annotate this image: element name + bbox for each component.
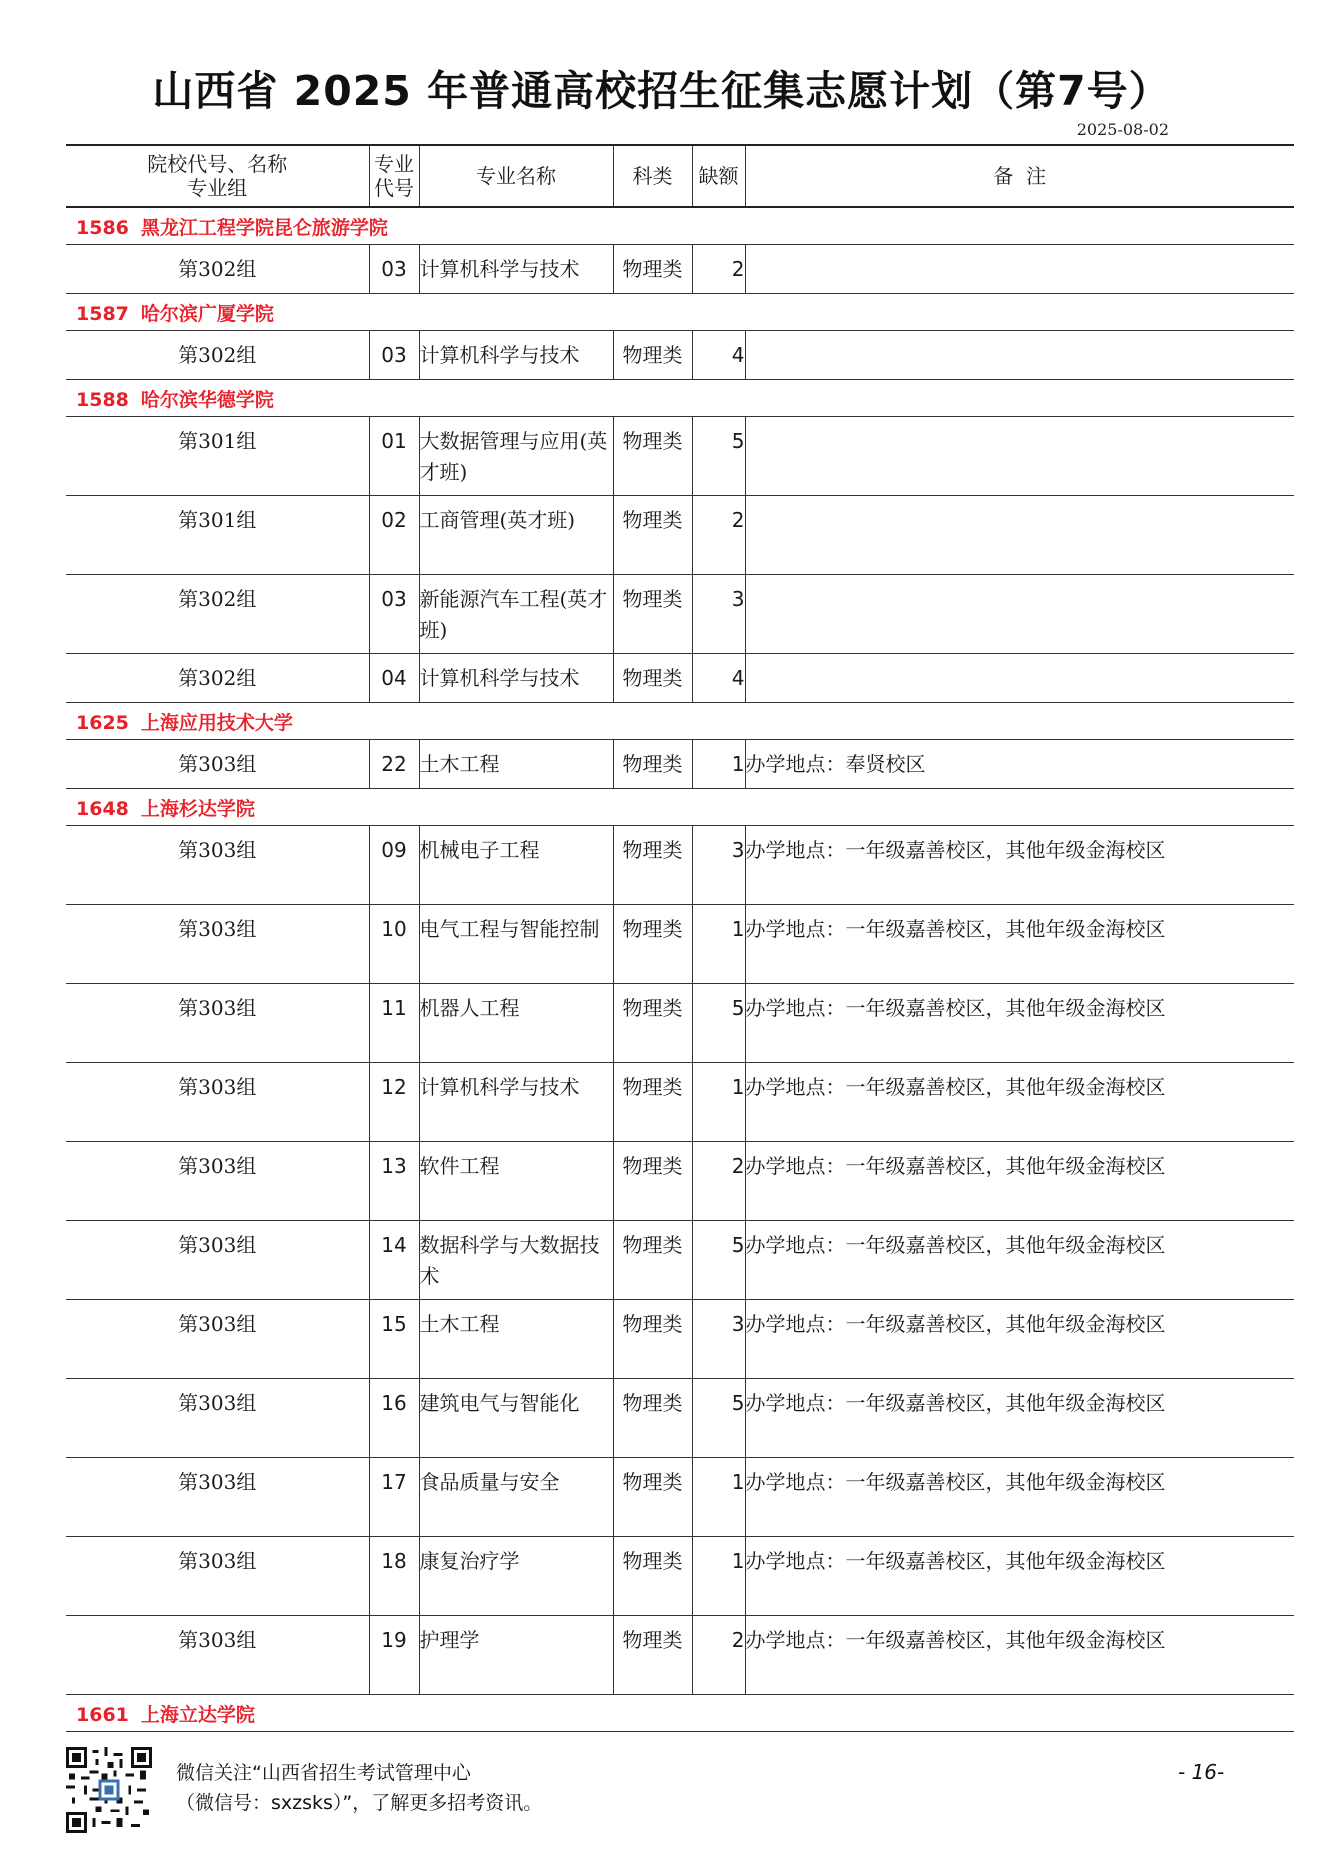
category-cell: 物理类 [613,1458,692,1537]
table-row [66,331,1294,380]
table-row [66,1221,1294,1300]
category-cell: 物理类 [613,245,692,294]
major-name-cell: 软件工程 [419,1142,613,1221]
major-code-cell: 02 [369,496,419,575]
category-cell: 物理类 [613,984,692,1063]
group-cell: 第302组 [66,575,369,654]
category-cell: 物理类 [613,1221,692,1300]
footer-line-1: 微信关注“山西省招生考试管理中心 [176,1762,471,1784]
plan-table [66,144,1294,1732]
group-cell: 第302组 [66,331,369,380]
major-name-cell: 数据科学与大数据技术 [419,1221,613,1300]
major-code-cell: 12 [369,1063,419,1142]
qr-code-icon [66,1747,152,1833]
table-header [66,145,1294,207]
major-name-cell: 食品质量与安全 [419,1458,613,1537]
category-cell: 物理类 [613,417,692,496]
quota-cell: 5 [692,417,745,496]
note-cell: 办学地点：一年级嘉善校区，其他年级金海校区 [745,984,1294,1063]
category-cell: 物理类 [613,496,692,575]
note-cell: 办学地点：一年级嘉善校区，其他年级金海校区 [745,1063,1294,1142]
quota-cell: 1 [692,1063,745,1142]
school-code: 1661 [76,1703,129,1726]
table-row [66,575,1294,654]
group-cell: 第303组 [66,1537,369,1616]
major-name-cell: 电气工程与智能控制 [419,905,613,984]
major-name-cell: 计算机科学与技术 [419,331,613,380]
group-cell: 第303组 [66,1221,369,1300]
quota-cell: 5 [692,1379,745,1458]
note-cell: 办学地点：一年级嘉善校区，其他年级金海校区 [745,1537,1294,1616]
major-name-cell: 护理学 [419,1616,613,1695]
school-row [66,294,1294,331]
table-row [66,740,1294,789]
major-code-cell: 15 [369,1300,419,1379]
school-cell [66,380,1294,417]
school-cell [66,207,1294,245]
category-cell: 物理类 [613,331,692,380]
category-cell: 物理类 [613,905,692,984]
note-cell [745,245,1294,294]
school-name: 哈尔滨广厦学院 [140,302,274,325]
school-code: 1586 [76,216,129,239]
footer-line-2: （微信号：sxzsks）”，了解更多招考资讯。 [176,1792,543,1814]
major-name-cell: 建筑电气与智能化 [419,1379,613,1458]
table-row [66,984,1294,1063]
major-code-cell: 11 [369,984,419,1063]
major-name-cell: 土木工程 [419,1300,613,1379]
table-row [66,905,1294,984]
major-name-cell: 大数据管理与应用(英才班) [419,417,613,496]
school-cell [66,789,1294,826]
major-code-cell: 19 [369,1616,419,1695]
major-name-cell: 土木工程 [419,740,613,789]
quota-cell: 3 [692,1300,745,1379]
school-row [66,789,1294,826]
group-cell: 第301组 [66,417,369,496]
major-name-cell: 机器人工程 [419,984,613,1063]
category-cell: 物理类 [613,1537,692,1616]
footer-note [176,1758,542,1818]
note-cell [745,654,1294,703]
category-cell: 物理类 [613,1616,692,1695]
school-row [66,207,1294,245]
table-row [66,1063,1294,1142]
group-cell: 第303组 [66,1063,369,1142]
major-code-cell: 16 [369,1379,419,1458]
quota-cell: 1 [692,740,745,789]
school-cell [66,1695,1294,1732]
note-cell: 办学地点：一年级嘉善校区，其他年级金海校区 [745,1221,1294,1300]
table-row [66,826,1294,905]
category-cell: 物理类 [613,1063,692,1142]
school-row [66,703,1294,740]
group-cell: 第303组 [66,826,369,905]
category-cell: 物理类 [613,1142,692,1221]
note-cell [745,575,1294,654]
group-cell: 第302组 [66,245,369,294]
category-cell: 物理类 [613,826,692,905]
quota-cell: 2 [692,1142,745,1221]
major-name-cell: 计算机科学与技术 [419,654,613,703]
page-number: - 16- [1178,1760,1225,1784]
table-row [66,1379,1294,1458]
note-cell: 办学地点：一年级嘉善校区，其他年级金海校区 [745,1142,1294,1221]
major-name-cell: 康复治疗学 [419,1537,613,1616]
major-code-cell: 09 [369,826,419,905]
quota-cell: 4 [692,654,745,703]
group-cell: 第303组 [66,1458,369,1537]
school-row [66,380,1294,417]
school-name: 黑龙江工程学院昆仑旅游学院 [140,216,388,239]
school-code: 1587 [76,302,129,325]
note-cell: 办学地点：奉贤校区 [745,740,1294,789]
major-code-cell: 04 [369,654,419,703]
group-cell: 第303组 [66,984,369,1063]
category-cell: 物理类 [613,1379,692,1458]
group-cell: 第303组 [66,1300,369,1379]
major-name-cell: 新能源汽车工程(英才班) [419,575,613,654]
major-code-cell: 13 [369,1142,419,1221]
school-code: 1625 [76,711,129,734]
school-name: 上海应用技术大学 [140,711,293,734]
table-row [66,1300,1294,1379]
school-code: 1648 [76,797,129,820]
note-cell [745,496,1294,575]
table-row [66,1616,1294,1695]
table-row [66,245,1294,294]
group-cell: 第303组 [66,905,369,984]
note-cell: 办学地点：一年级嘉善校区，其他年级金海校区 [745,1379,1294,1458]
major-code-cell: 03 [369,575,419,654]
school-name: 哈尔滨华德学院 [140,388,274,411]
major-name-cell: 工商管理(英才班) [419,496,613,575]
quota-cell: 1 [692,1458,745,1537]
group-cell: 第303组 [66,1379,369,1458]
note-cell [745,417,1294,496]
school-cell [66,703,1294,740]
header-school: 院校代号、名称 专业组 [66,145,369,207]
school-name: 上海立达学院 [140,1703,255,1726]
group-cell: 第301组 [66,496,369,575]
major-name-cell: 计算机科学与技术 [419,245,613,294]
major-name-cell: 计算机科学与技术 [419,1063,613,1142]
category-cell: 物理类 [613,575,692,654]
group-cell: 第303组 [66,740,369,789]
major-name-cell: 机械电子工程 [419,826,613,905]
table-row [66,654,1294,703]
note-cell: 办学地点：一年级嘉善校区，其他年级金海校区 [745,1300,1294,1379]
group-cell: 第302组 [66,654,369,703]
major-code-cell: 10 [369,905,419,984]
header-note: 备 注 [745,145,1294,207]
table-row [66,1142,1294,1221]
note-cell: 办学地点：一年级嘉善校区，其他年级金海校区 [745,1458,1294,1537]
quota-cell: 5 [692,984,745,1063]
header-major-code: 专业 代号 [369,145,419,207]
major-code-cell: 17 [369,1458,419,1537]
major-code-cell: 01 [369,417,419,496]
major-code-cell: 03 [369,331,419,380]
page-title: 山西省 2025 年普通高校招生征集志愿计划（第7号） [152,67,1171,115]
major-code-cell: 14 [369,1221,419,1300]
quota-cell: 2 [692,245,745,294]
school-row [66,1695,1294,1732]
school-cell [66,294,1294,331]
school-code: 1588 [76,388,129,411]
note-cell [745,331,1294,380]
quota-cell: 2 [692,1616,745,1695]
category-cell: 物理类 [613,654,692,703]
quota-cell: 3 [692,826,745,905]
group-cell: 第303组 [66,1142,369,1221]
note-cell: 办学地点：一年级嘉善校区，其他年级金海校区 [745,1616,1294,1695]
header-major-name: 专业名称 [419,145,613,207]
quota-cell: 3 [692,575,745,654]
category-cell: 物理类 [613,1300,692,1379]
school-name: 上海杉达学院 [140,797,255,820]
quota-cell: 1 [692,905,745,984]
category-cell: 物理类 [613,740,692,789]
table-row [66,496,1294,575]
group-cell: 第303组 [66,1616,369,1695]
major-code-cell: 22 [369,740,419,789]
quota-cell: 4 [692,331,745,380]
table-row [66,1537,1294,1616]
publish-date: 2025-08-02 [1076,120,1169,139]
quota-cell: 2 [692,496,745,575]
note-cell: 办学地点：一年级嘉善校区，其他年级金海校区 [745,826,1294,905]
major-code-cell: 03 [369,245,419,294]
header-category: 科类 [613,145,692,207]
major-code-cell: 18 [369,1537,419,1616]
header-quota: 缺额 [692,145,745,207]
table-row [66,1458,1294,1537]
note-cell: 办学地点：一年级嘉善校区，其他年级金海校区 [745,905,1294,984]
quota-cell: 1 [692,1537,745,1616]
table-row [66,417,1294,496]
quota-cell: 5 [692,1221,745,1300]
